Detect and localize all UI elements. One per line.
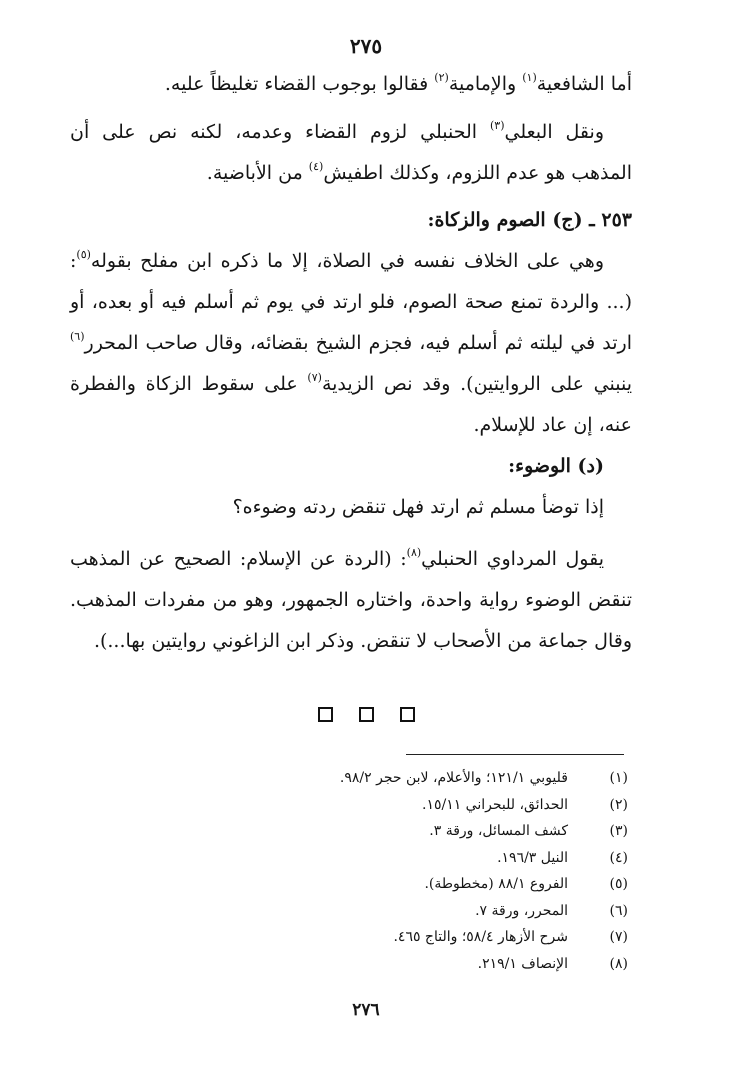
footnote-ref-5[interactable]: (٥) bbox=[76, 248, 91, 261]
footnote-number: (٥) bbox=[609, 876, 628, 892]
paragraph-baali bbox=[70, 112, 632, 194]
footnote-number: (٨) bbox=[609, 955, 628, 972]
text-run: والإمامية bbox=[448, 73, 523, 95]
square-ornament bbox=[359, 707, 374, 722]
text-run: من الأباضية. bbox=[206, 162, 309, 184]
footnote-number: (٤) bbox=[609, 849, 628, 866]
footnote-ref-1[interactable]: (١) bbox=[522, 71, 537, 84]
text-run: فقالوا بوجوب القضاء تغليظاً عليه. bbox=[164, 73, 435, 95]
footnote-text: كشف المسائل، ورقة ٣. bbox=[429, 823, 568, 839]
text-run: وهي على الخلاف نفسه في الصلاة، إلا ما ذكره ابن مفلح بقوله bbox=[90, 250, 604, 272]
footnote-ref-2[interactable]: (٢) bbox=[434, 71, 449, 84]
section-divider bbox=[0, 707, 732, 726]
text-run: ينبني على الروايتين). وقد نص الزيدية bbox=[321, 373, 632, 395]
text-run: : (الردة عن الإسلام: الصحيح عن المذهب تنقض الوضوء رواية واحدة، واختاره الجمهور، وهو من مفردات المذهب. وقال جماعة من الأصحاب لا تنقض. وذكر ابن الزاغوني روايتين بها...). bbox=[70, 548, 632, 652]
paragraph-shafiiyya bbox=[70, 64, 632, 105]
text-run: أما الشافعية bbox=[536, 73, 632, 95]
paragraph-fasting bbox=[70, 241, 632, 446]
footnote-text: الحدائق، للبحراني ١٥/١١. bbox=[421, 796, 568, 813]
footnote-number: (١) bbox=[609, 770, 628, 786]
paragraph-mardawi bbox=[70, 539, 632, 662]
footnote-item bbox=[200, 872, 628, 899]
text-run: : (... والردة تمنع صحة الصوم، فلو ارتد في يوم ثم أسلم فيه أو بعده، أو ارتد في ليلته ثم أسلم فيه، فجزم الشيخ بقضائه، وقال صاحب المحرر bbox=[70, 250, 632, 354]
footnote-text: الإنصاف ٢١٩/١. bbox=[477, 955, 568, 972]
footnote-item bbox=[200, 925, 628, 952]
footnote-text: الفروع ٨٨/١ (مخطوطة). bbox=[424, 876, 568, 892]
footnote-item bbox=[200, 899, 628, 926]
body-text bbox=[70, 64, 632, 662]
footnote-item bbox=[200, 846, 628, 873]
footnote-text: شرح الأزهار ٥٨/٤؛ والتاج ٤٦٥. bbox=[393, 929, 568, 945]
footnote-item bbox=[200, 952, 628, 979]
footnote-item bbox=[200, 793, 628, 820]
footnote-item bbox=[200, 766, 628, 793]
square-ornament bbox=[400, 707, 415, 722]
footnote-text: قليوبي ١٢١/١؛ والأعلام، لابن حجر ٩٨/٢. bbox=[339, 770, 568, 786]
footnote-text: المحرر، ورقة ٧. bbox=[475, 902, 568, 919]
paragraph-question: إذا توضأ مسلم ثم ارتد فهل تنقض ردته وضوءه؟ bbox=[232, 496, 604, 518]
page-number-top: ٢٧٥ bbox=[349, 34, 383, 58]
footnote-number: (٧) bbox=[609, 929, 628, 945]
footnote-separator bbox=[406, 754, 624, 755]
text-run: الحنبلي لزوم القضاء وعدمه، لكنه نص على أن المذهب هو عدم اللزوم، وكذلك اطفيش bbox=[70, 121, 632, 184]
footnote-ref-8[interactable]: (٨) bbox=[406, 546, 422, 559]
footnote-number: (٢) bbox=[609, 796, 628, 813]
footnote-ref-6[interactable]: (٦) bbox=[70, 330, 85, 343]
footnote-ref-3[interactable]: (٣) bbox=[489, 119, 505, 132]
footnotes-list bbox=[200, 766, 628, 978]
footnote-item bbox=[200, 819, 628, 846]
square-ornament bbox=[318, 707, 333, 722]
footnote-text: النيل ١٩٦/٣. bbox=[497, 849, 568, 866]
footnote-ref-4[interactable]: (٤) bbox=[308, 160, 324, 173]
page-number-bottom: ٢٧٦ bbox=[352, 1000, 380, 1020]
footnote-ref-7[interactable]: (٧) bbox=[307, 371, 322, 384]
footnote-number: (٦) bbox=[609, 902, 628, 919]
section-heading-ablution: (د) الوضوء: bbox=[508, 455, 604, 477]
section-heading-fasting-zakat: ٢٥٣ ـ (ج) الصوم والزكاة: bbox=[427, 209, 632, 231]
text-run: ونقل البعلي bbox=[504, 121, 604, 143]
footnote-number: (٣) bbox=[609, 823, 628, 839]
text-run: على سقوط الزكاة والفطرة عنه، إن عاد للإسلام. bbox=[70, 373, 632, 436]
text-run: يقول المرداوي الحنبلي bbox=[421, 548, 604, 570]
